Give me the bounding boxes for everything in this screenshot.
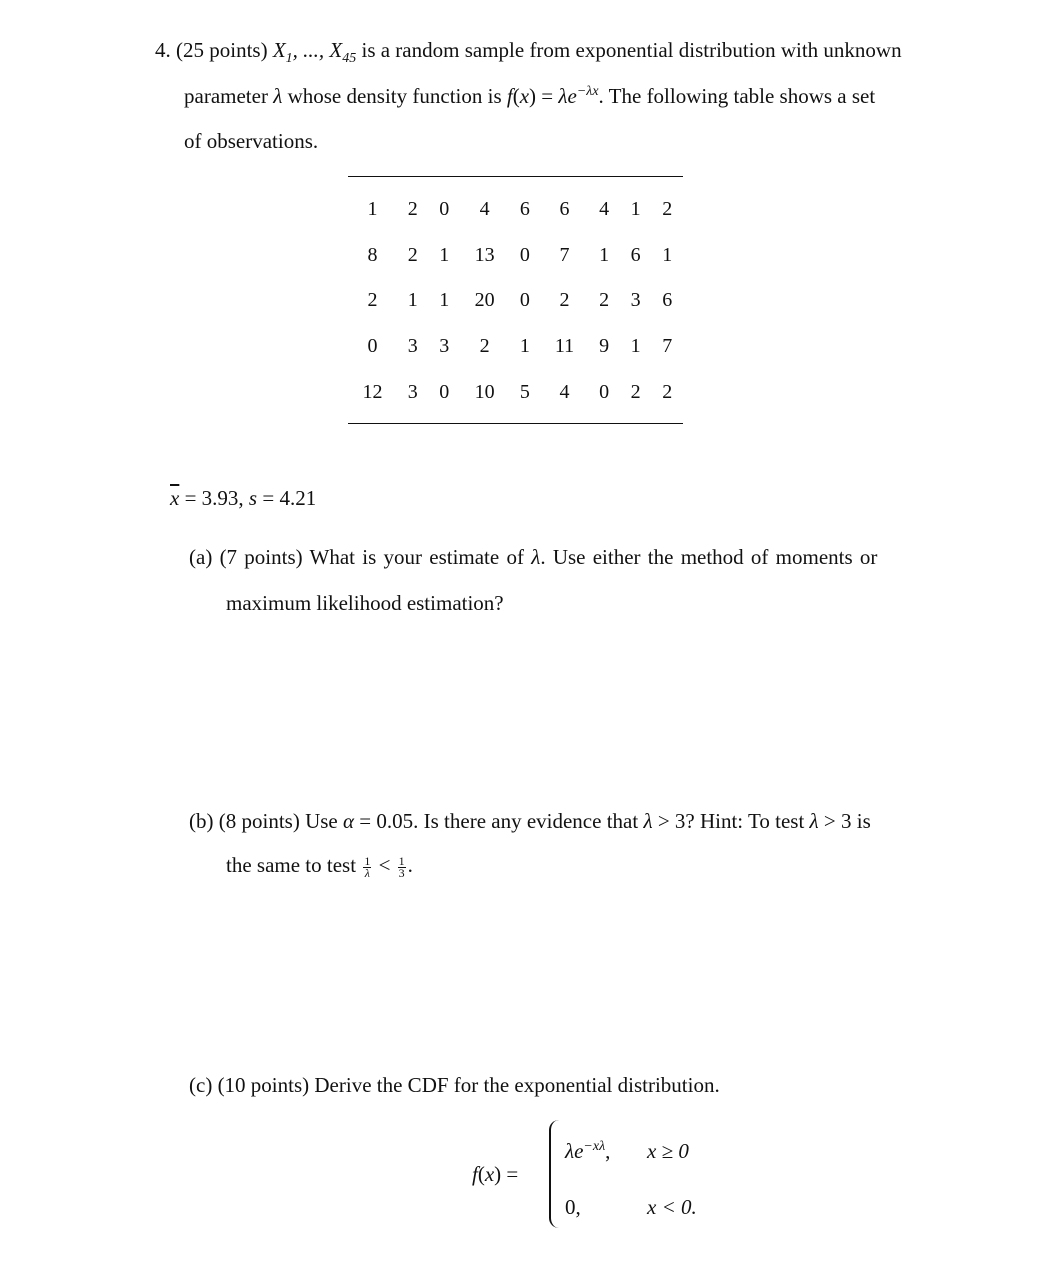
piecewise-brace xyxy=(549,1120,563,1228)
table-cell: 12 xyxy=(362,380,383,403)
part-c-text: Derive the CDF for the exponential distribution. xyxy=(314,1073,720,1097)
part-a-points: (7 points) xyxy=(219,545,303,569)
table-cell: 11 xyxy=(554,335,575,358)
part-a-text-b: . Use either the method of moments or xyxy=(540,545,878,569)
table-cell: 3 xyxy=(407,335,418,358)
table-cell: 1 xyxy=(519,335,530,358)
piecewise-cond-1: x ≥ 0 xyxy=(647,1139,689,1163)
piecewise-case-1: $\lambda e^{-x\lambda}$, xyxy=(565,1139,611,1163)
one-over-three: $\frac{1}{3}$ xyxy=(398,853,405,880)
problem-line-2-b: whose density function is xyxy=(287,84,502,108)
table-cell: 3 xyxy=(407,380,418,403)
table-row xyxy=(348,177,683,233)
part-a-text-a: What is your estimate of xyxy=(309,545,524,569)
problem-line-2-a: parameter xyxy=(184,84,268,108)
piecewise-cond-2: x < 0. xyxy=(647,1195,697,1219)
table-cell: 0 xyxy=(439,380,450,403)
piecewise-case-2: 0, xyxy=(565,1195,581,1219)
table-cell: 3 xyxy=(439,335,450,358)
one-over-lambda: $\frac{1}{\lambda}$ xyxy=(364,853,371,880)
table-cell: 2 xyxy=(407,198,418,221)
table-cell: 7 xyxy=(662,335,673,358)
table-cell: 4 xyxy=(559,380,570,403)
part-c-line-1 xyxy=(189,1073,720,1098)
table-cell: 10 xyxy=(474,380,495,403)
table-cell: 2 xyxy=(599,289,610,312)
table-cell: 2 xyxy=(407,243,418,266)
part-b-text-a: Use xyxy=(305,809,338,833)
part-b-text-2: the same to test xyxy=(226,853,357,877)
problem-line-2: parameter λ whose density function is $f(x) = \lambda e^{-\lambda x}$. The following table shows a set xyxy=(184,84,876,108)
table-cell: 13 xyxy=(474,243,495,266)
part-b-points: (8 points) xyxy=(218,809,300,833)
table-cell: 6 xyxy=(559,198,570,221)
piecewise-lhs: f(x) = xyxy=(472,1162,519,1186)
table-row xyxy=(348,278,683,324)
part-a-line-2: maximum likelihood estimation? xyxy=(226,591,504,615)
table-cell: 8 xyxy=(367,243,378,266)
table-row xyxy=(348,369,683,423)
table-row xyxy=(348,233,683,279)
table-cell: 1 xyxy=(599,243,610,266)
table-cell: 7 xyxy=(559,243,570,266)
table-cell: 0 xyxy=(599,380,610,403)
problem-line-1 xyxy=(155,38,902,67)
density-formula: f xyxy=(506,84,513,108)
problem-points: (25 points) xyxy=(176,38,268,62)
table-cell: 1 xyxy=(630,335,641,358)
table-cell: 2 xyxy=(630,380,641,403)
s-value: 4.21 xyxy=(279,486,317,510)
problem-line-2-c: . The following table shows a set xyxy=(598,84,876,108)
table-cell: 0 xyxy=(439,198,450,221)
xbar-value: 3.93 xyxy=(201,486,239,510)
part-c-points: (10 points) xyxy=(217,1073,310,1097)
table-cell: 2 xyxy=(662,380,673,403)
lambda-symbol: λ xyxy=(273,84,283,108)
table-cell: 2 xyxy=(479,335,490,358)
table-cell: 3 xyxy=(630,289,641,312)
part-b-text-c: ? Hint: To test xyxy=(685,809,805,833)
sample-notation: $X_1$, ..., $X_{45}$ xyxy=(272,38,357,67)
table-cell: 1 xyxy=(630,198,641,221)
part-b-text-b: . Is there any evidence that xyxy=(413,809,639,833)
table-cell: 4 xyxy=(479,198,490,221)
part-b-line-1: (b) (8 points) Use α = 0.05. Is there any evidence that λ > 3? Hint: To test λ > 3 is xyxy=(189,809,871,833)
alpha-value: 0.05 xyxy=(376,809,414,833)
sample-stats: $\overline{x} = 3.93$, s = 4.21 xyxy=(170,486,317,510)
table-cell: 0 xyxy=(519,243,530,266)
part-a-label: (a) xyxy=(189,545,213,569)
table-cell: 6 xyxy=(519,198,530,221)
table-cell: 5 xyxy=(519,380,530,403)
table-cell: 2 xyxy=(367,289,378,312)
table-cell: 1 xyxy=(407,289,418,312)
part-a-line-1: (a) (7 points) What is your estimate of λ. Use either the method of moments or xyxy=(189,545,878,569)
problem-number: 4. xyxy=(155,38,171,62)
table-cell: 0 xyxy=(367,335,378,358)
table-cell: 0 xyxy=(519,289,530,312)
threshold-value-1: 3 xyxy=(674,809,686,833)
table-cell: 6 xyxy=(662,289,673,312)
part-b-text-d: is xyxy=(856,809,871,833)
part-c-label: (c) xyxy=(189,1073,213,1097)
table-row xyxy=(348,324,683,370)
table-cell: 2 xyxy=(662,198,673,221)
table-cell: 1 xyxy=(367,198,378,221)
table-cell: 2 xyxy=(559,289,570,312)
table-cell: 9 xyxy=(599,335,610,358)
table-cell: 1 xyxy=(662,243,673,266)
table-cell: 1 xyxy=(439,289,450,312)
table-cell: 6 xyxy=(630,243,641,266)
part-b-line-2: the same to test $\frac{1}{\lambda}$ < $\frac{1}{3}$ . xyxy=(226,853,413,880)
table-cell: 20 xyxy=(474,289,495,312)
part-b-label: (b) xyxy=(189,809,214,833)
problem-line-3: of observations. xyxy=(184,129,319,153)
table-cell: 1 xyxy=(439,243,450,266)
problem-line-1-text: is a random sample from exponential distribution with unknown xyxy=(361,38,902,62)
observations-table xyxy=(348,176,683,424)
table-cell: 4 xyxy=(599,198,610,221)
